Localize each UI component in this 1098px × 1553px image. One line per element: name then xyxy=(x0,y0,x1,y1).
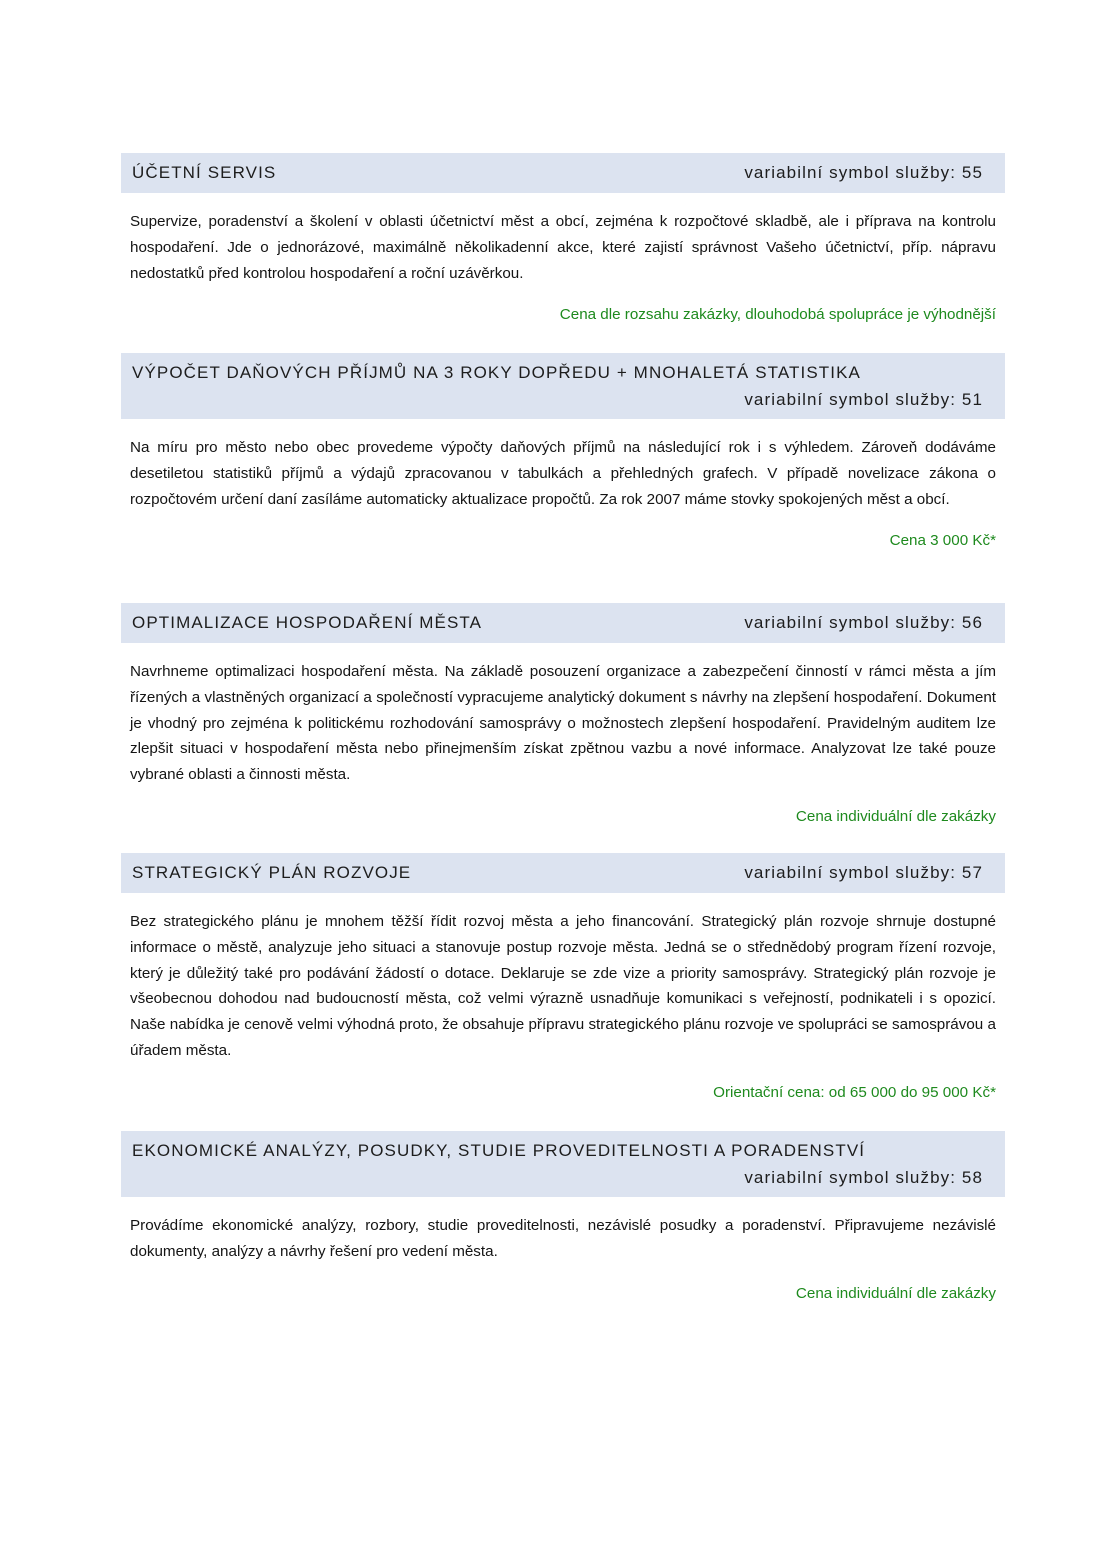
section-title: ÚČETNÍ SERVIS xyxy=(132,163,277,182)
section-price: Cena dle rozsahu zakázky, dlouhodobá spolupráce je výhodnější xyxy=(559,306,996,324)
section-price: Cena individuální dle zakázky xyxy=(795,1284,996,1302)
variable-symbol: variabilní symbol služby: 56 xyxy=(744,613,983,632)
section-price: Cena individuální dle zakázky xyxy=(795,807,996,825)
section-title: OPTIMALIZACE HOSPODAŘENÍ MĚSTA xyxy=(132,613,483,632)
service-section-economic-analyses xyxy=(121,1131,1005,1302)
section-title: VÝPOČET DAŇOVÝCH PŘÍJMŮ NA 3 ROKY DOPŘEDU + MNOHALETÁ STATISTIKA xyxy=(132,363,861,382)
section-header xyxy=(121,853,1005,893)
section-price: Cena 3 000 Kč* xyxy=(889,532,996,550)
section-title: STRATEGICKÝ PLÁN ROZVOJE xyxy=(132,863,412,882)
variable-symbol: variabilní symbol služby: 57 xyxy=(744,863,983,882)
variable-symbol: variabilní symbol služby: 51 xyxy=(744,390,983,409)
section-description: Bez strategického plánu je mnohem těžší řídit rozvoj města a jeho financování. Strategický plán rozvoje shrnuje dostupné informace o městě, analyzuje jeho situaci a stanovuje postup rozvoje města. Jedná se o střednědobý program řízení rozvoje, který je důležitý také pro podávání žádostí o dotace. Deklaruje se zde vize a priority samosprávy. Strategický plán rozvoje je všeobecnou dohodou nad budoucností města, což velmi výrazně usnadňuje komunikaci s veřejností, podnikateli i s opozicí. Naše nabídka je cenově velmi výhodná proto, že obsahuje přípravu strategického plánu rozvoje ve spolupráci se samosprávou a úřadem města. xyxy=(130,913,996,1059)
service-section-accounting xyxy=(121,153,1005,323)
section-description: Provádíme ekonomické analýzy, rozbory, studie proveditelnosti, nezávislé posudky a poradenství. Připravujeme nezávislé dokumenty, analýzy a návrhy řešení pro vedení města. xyxy=(130,1217,996,1260)
section-header xyxy=(121,1131,1005,1197)
service-section-optimization xyxy=(121,603,1005,825)
variable-symbol: variabilní symbol služby: 58 xyxy=(744,1168,983,1187)
section-header xyxy=(121,603,1005,643)
service-section-strategic-plan xyxy=(121,853,1005,1101)
service-section-tax-revenue xyxy=(121,353,1005,549)
variable-symbol: variabilní symbol služby: 55 xyxy=(744,163,983,182)
section-header xyxy=(121,353,1005,419)
section-description: Navrhneme optimalizaci hospodaření města. Na základě posouzení organizace a zabezpečení činností v rámci města a jím řízených a vlastněných organizací a společností vypracujeme analytický dokument s návrhy na zlepšení hospodaření. Dokument je vhodný pro zejména k politickému rozhodování samosprávy o možnostech zlepšení hospodaření. Pravidelným auditem lze zlepšit situaci v hospodaření města nebo přinejmenším získat zpětnou vazbu a nové informace. Analyzovat lze také pouze vybrané oblasti a činnosti města. xyxy=(130,663,996,784)
section-description: Na míru pro město nebo obec provedeme výpočty daňových příjmů na následující rok i s výhledem. Zároveň dodáváme desetiletou statistiků příjmů a výdajů zpracovanou v tabulkách a přehledných grafech. V případě novelizace zákona o rozpočtovém určení daní zasíláme automaticky aktualizace propočtů. Za rok 2007 máme stovky spokojených měst a obcí. xyxy=(130,439,996,508)
section-price: Orientační cena: od 65 000 do 95 000 Kč* xyxy=(713,1083,996,1101)
section-header xyxy=(121,153,1005,193)
section-description: Supervize, poradenství a školení v oblasti účetnictví měst a obcí, zejména k rozpočtové skladbě, ale i příprava na kontrolu hospodaření. Jde o jednorázové, maximálně několikadenní akce, které zajistí správnost Vašeho účetnictví, příp. nápravu nedostatků před kontrolou hospodaření a roční uzávěrkou. xyxy=(130,213,996,282)
section-title: EKONOMICKÉ ANALÝZY, POSUDKY, STUDIE PROVEDITELNOSTI A PORADENSTVÍ xyxy=(132,1141,866,1160)
